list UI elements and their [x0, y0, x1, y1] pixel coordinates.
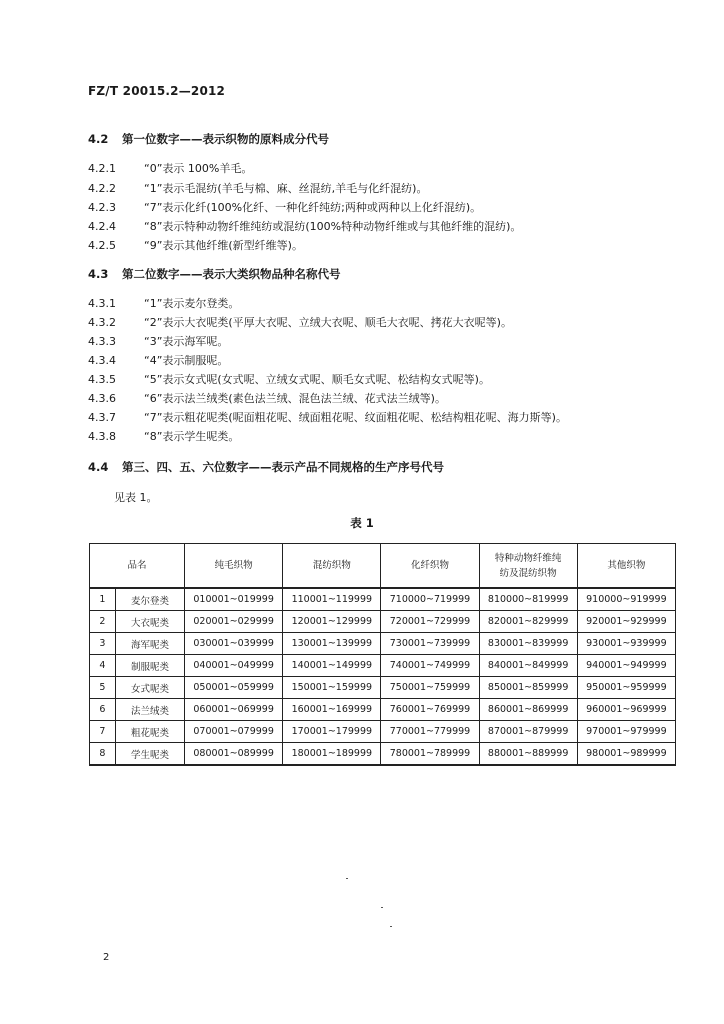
- cell-code-range: 750001~759999: [381, 677, 479, 699]
- row-index: 6: [90, 699, 116, 721]
- clause-number: 4.2.1: [88, 162, 116, 175]
- cell-code-range: 960001~969999: [577, 699, 675, 721]
- header-product-name: 品名: [90, 544, 185, 589]
- cell-code-range: 050001~059999: [185, 677, 283, 699]
- document-id: FZ/T 20015.2—2012: [88, 84, 226, 98]
- cell-code-range: 080001~089999: [185, 743, 283, 766]
- cell-code-range: 070001~079999: [185, 721, 283, 743]
- cell-code-range: 770001~779999: [381, 721, 479, 743]
- header-chemical-fiber: 化纤织物: [381, 544, 479, 589]
- cell-code-range: 850001~859999: [479, 677, 577, 699]
- section-title: 第三、四、五、六位数字——表示产品不同规格的生产序号代号: [122, 460, 444, 474]
- row-index: 2: [90, 611, 116, 633]
- section-number: 4.4: [88, 460, 109, 474]
- clause-text: “0”表示 100%羊毛。: [144, 162, 253, 175]
- cell-code-range: 830001~839999: [479, 633, 577, 655]
- cell-code-range: 760001~769999: [381, 699, 479, 721]
- clause-text: “3”表示海军呢。: [144, 335, 229, 348]
- row-index: 3: [90, 633, 116, 655]
- row-index: 8: [90, 743, 116, 766]
- clause-text: “8”表示特种动物纤维纯纺或混纺(100%特种动物纤维或与其他纤维的混纺)。: [144, 220, 522, 233]
- code-table: [89, 543, 676, 766]
- clause-4-3-8: [88, 428, 239, 444]
- clause-4-2-3: [88, 199, 481, 215]
- cell-code-range: 740001~749999: [381, 655, 479, 677]
- cell-code-range: 930001~939999: [577, 633, 675, 655]
- section-title: 第二位数字——表示大类织物品种名称代号: [122, 267, 341, 281]
- cell-code-range: 810000~819999: [479, 588, 577, 611]
- table-row: [90, 655, 676, 677]
- table-row: [90, 633, 676, 655]
- clause-number: 4.3.3: [88, 335, 116, 348]
- row-index: 1: [90, 588, 116, 611]
- cell-code-range: 040001~049999: [185, 655, 283, 677]
- cell-code-range: 140001~149999: [283, 655, 381, 677]
- header-special-animal-fiber: [479, 544, 577, 589]
- clause-number: 4.2.2: [88, 182, 116, 195]
- row-product-name: 学生呢类: [115, 743, 184, 766]
- clause-4-2-4: [88, 218, 521, 234]
- header-blended: 混纺织物: [283, 544, 381, 589]
- clause-number: 4.3.5: [88, 373, 116, 386]
- clause-number: 4.3.4: [88, 354, 116, 367]
- row-index: 4: [90, 655, 116, 677]
- clause-text: “8”表示学生呢类。: [144, 430, 240, 443]
- clause-number: 4.3.1: [88, 297, 116, 310]
- cell-code-range: 120001~129999: [283, 611, 381, 633]
- row-index: 5: [90, 677, 116, 699]
- table-row: [90, 743, 676, 766]
- cell-code-range: 820001~829999: [479, 611, 577, 633]
- clause-text: “2”表示大衣呢类(平厚大衣呢、立绒大衣呢、顺毛大衣呢、拷花大衣呢等)。: [144, 316, 512, 329]
- cell-code-range: 860001~869999: [479, 699, 577, 721]
- table-row: [90, 677, 676, 699]
- cell-code-range: 060001~069999: [185, 699, 283, 721]
- cell-code-range: 870001~879999: [479, 721, 577, 743]
- clause-number: 4.3.2: [88, 316, 116, 329]
- table-row: [90, 699, 676, 721]
- cell-code-range: 720001~729999: [381, 611, 479, 633]
- clause-text: “7”表示化纤(100%化纤、一种化纤纯纺;两种或两种以上化纤混纺)。: [144, 201, 482, 214]
- cell-code-range: 150001~159999: [283, 677, 381, 699]
- section-heading-4-2: [88, 131, 329, 147]
- section-title: 第一位数字——表示织物的原料成分代号: [122, 132, 329, 146]
- row-product-name: 大衣呢类: [115, 611, 184, 633]
- header-special-line-2: 纺及混纺织物: [499, 567, 557, 579]
- header-pure-wool: 纯毛织物: [185, 544, 283, 589]
- header-other: 其他织物: [577, 544, 675, 589]
- row-index: 7: [90, 721, 116, 743]
- clause-text: “4”表示制服呢。: [144, 354, 229, 367]
- cell-code-range: 130001~139999: [283, 633, 381, 655]
- cell-code-range: 950001~959999: [577, 677, 675, 699]
- clause-number: 4.2.3: [88, 201, 116, 214]
- table-reference-note: 见表 1。: [114, 491, 158, 504]
- clause-4-3-5: [88, 371, 490, 387]
- clause-text: “6”表示法兰绒类(素色法兰绒、混色法兰绒、花式法兰绒等)。: [144, 392, 446, 405]
- clause-number: 4.2.4: [88, 220, 116, 233]
- clause-text: “7”表示粗花呢类(呢面粗花呢、绒面粗花呢、纹面粗花呢、松结构粗花呢、海力斯等)。: [144, 411, 567, 424]
- cell-code-range: 880001~889999: [479, 743, 577, 766]
- clause-4-2-5: [88, 237, 303, 253]
- row-product-name: 法兰绒类: [115, 699, 184, 721]
- clause-number: 4.2.5: [88, 239, 116, 252]
- row-product-name: 制服呢类: [115, 655, 184, 677]
- page-number: 2: [103, 952, 110, 963]
- cell-code-range: 840001~849999: [479, 655, 577, 677]
- clause-4-3-4: [88, 352, 228, 368]
- cell-code-range: 020001~029999: [185, 611, 283, 633]
- clause-4-2-2: [88, 180, 427, 196]
- cell-code-range: 170001~179999: [283, 721, 381, 743]
- clause-4-2-1: [88, 160, 252, 176]
- table-row: [90, 611, 676, 633]
- cell-code-range: 920001~929999: [577, 611, 675, 633]
- scan-speck: [381, 907, 383, 908]
- cell-code-range: 710000~719999: [381, 588, 479, 611]
- clause-text: “1”表示毛混纺(羊毛与棉、麻、丝混纺,羊毛与化纤混纺)。: [144, 182, 428, 195]
- section-number: 4.3: [88, 267, 109, 281]
- clause-4-3-3: [88, 333, 228, 349]
- cell-code-range: 030001~039999: [185, 633, 283, 655]
- cell-code-range: 730001~739999: [381, 633, 479, 655]
- row-product-name: 粗花呢类: [115, 721, 184, 743]
- cell-code-range: 970001~979999: [577, 721, 675, 743]
- clause-text: “5”表示女式呢(女式呢、立绒女式呢、顺毛女式呢、松结构女式呢等)。: [144, 373, 490, 386]
- clause-text: “9”表示其他纤维(新型纤维等)。: [144, 239, 303, 252]
- section-heading-4-4: [88, 459, 444, 475]
- section-heading-4-3: [88, 266, 341, 282]
- clause-text: “1”表示麦尔登类。: [144, 297, 240, 310]
- cell-code-range: 110001~119999: [283, 588, 381, 611]
- table-header-row: [90, 544, 676, 589]
- cell-code-range: 940001~949999: [577, 655, 675, 677]
- row-product-name: 女式呢类: [115, 677, 184, 699]
- clause-4-3-6: [88, 390, 446, 406]
- cell-code-range: 980001~989999: [577, 743, 675, 766]
- clause-4-3-2: [88, 314, 512, 330]
- cell-code-range: 160001~169999: [283, 699, 381, 721]
- cell-code-range: 010001~019999: [185, 588, 283, 611]
- header-special-line-1: 特种动物纤维纯: [494, 552, 562, 564]
- clause-number: 4.3.8: [88, 430, 116, 443]
- clause-number: 4.3.6: [88, 392, 116, 405]
- scan-speck: [346, 878, 348, 879]
- clause-number: 4.3.7: [88, 411, 116, 424]
- cell-code-range: 910000~919999: [577, 588, 675, 611]
- clause-4-3-1: [88, 295, 239, 311]
- row-product-name: 麦尔登类: [115, 588, 184, 611]
- clause-4-3-7: [88, 409, 567, 425]
- scan-speck: [390, 926, 392, 927]
- row-product-name: 海军呢类: [115, 633, 184, 655]
- table-row: [90, 588, 676, 611]
- table-caption: 表 1: [350, 516, 374, 530]
- cell-code-range: 780001~789999: [381, 743, 479, 766]
- section-number: 4.2: [88, 132, 109, 146]
- table-row: [90, 721, 676, 743]
- cell-code-range: 180001~189999: [283, 743, 381, 766]
